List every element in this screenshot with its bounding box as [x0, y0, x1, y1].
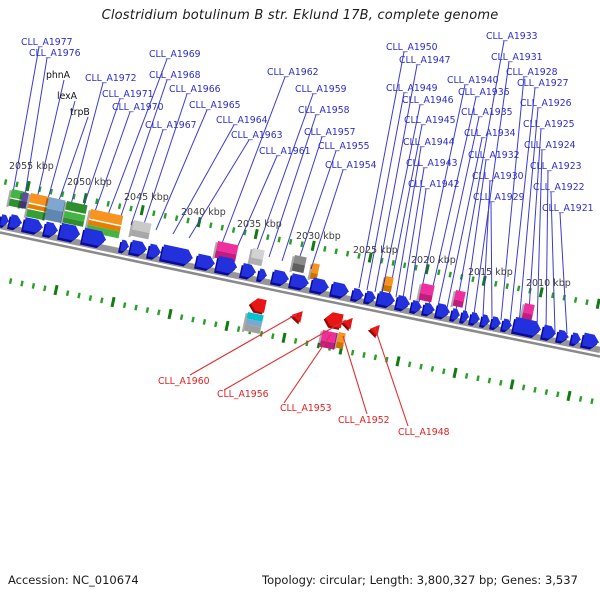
scale-tick	[118, 203, 121, 209]
scale-tick	[533, 387, 536, 393]
scale-label: 2045 kbp	[124, 192, 169, 203]
scale-tick	[163, 213, 166, 219]
scale-tick	[289, 239, 292, 245]
scale-tick	[111, 297, 116, 307]
gene-label: CLL_A1962	[267, 67, 319, 78]
gene-label: CLL_A1965	[189, 100, 241, 111]
gene-tL	[289, 309, 303, 325]
scale-label: 2050 kbp	[67, 177, 112, 188]
gene-label: CLL_A1955	[318, 141, 370, 152]
scale-tick	[448, 272, 451, 278]
gene-label: CLL_A1971	[102, 89, 154, 100]
scale-tick	[271, 333, 274, 339]
scale-tick	[100, 297, 103, 303]
scale-label: 2055 kbp	[9, 161, 54, 172]
scale-label: 2030 kbp	[296, 231, 341, 242]
gene-label: CLL_A1936	[458, 87, 510, 98]
leader-line-red	[343, 336, 367, 414]
leader-line-red	[375, 328, 408, 426]
gene-label-red: CLL_A1956	[217, 389, 269, 400]
scale-tick	[146, 307, 149, 313]
scale-tick	[437, 269, 440, 275]
gene-label: CLL_A1925	[523, 119, 575, 130]
gene-body	[249, 297, 266, 313]
scale-tick	[499, 380, 502, 386]
scale-tick	[157, 309, 160, 315]
gene-label: CLL_A1934	[464, 128, 516, 139]
gene-label: CLL_A1944	[403, 137, 455, 148]
scale-tick	[214, 321, 217, 327]
gene-label: lexA	[57, 91, 78, 102]
gene-label: CLL_A1958	[298, 105, 350, 116]
gene-label: CLL_A1957	[304, 127, 356, 138]
scale-tick	[465, 373, 468, 379]
leader-line	[311, 170, 343, 269]
scale-tick	[180, 314, 183, 320]
scale-label: 2020 kbp	[411, 255, 456, 266]
scale-tick	[140, 205, 145, 215]
scale-tick	[277, 237, 280, 243]
figure-title: Clostridium botulinum B str. Eklund 17B, complete genome	[101, 8, 499, 23]
scale-tick	[579, 396, 582, 402]
gene-label: CLL_A1942	[408, 179, 460, 190]
gene-stack	[242, 312, 264, 336]
scale-tick	[175, 215, 178, 221]
scale-tick	[282, 333, 287, 343]
scale-tick	[4, 179, 7, 185]
scale-tick	[517, 286, 520, 292]
scale-tick	[294, 338, 297, 344]
scale-tick	[43, 285, 46, 291]
backbone-lower-edge	[0, 233, 600, 357]
gene-label: CLL_A1943	[406, 158, 458, 169]
leader-line-red	[190, 314, 297, 375]
gene-label: CLL_A1969	[149, 49, 201, 60]
scale-tick	[590, 398, 593, 404]
scale-tick	[505, 283, 508, 289]
gene-label: CLL_A1954	[325, 160, 377, 171]
scale-tick	[123, 302, 126, 308]
scale-tick	[494, 281, 497, 287]
leader-line	[396, 147, 421, 297]
scale-tick	[545, 389, 548, 395]
gene-label-red: CLL_A1948	[398, 427, 450, 438]
scale-tick	[567, 391, 572, 401]
gene-label: CLL_A1927	[517, 78, 569, 89]
scale-tick	[334, 248, 337, 254]
gene-label: CLL_A1976	[29, 48, 81, 59]
gene-label: CLL_A1945	[404, 115, 456, 126]
gene-label-red: CLL_A1953	[280, 403, 332, 414]
scale-tick	[152, 210, 155, 216]
leader-line	[12, 47, 39, 198]
scale-label: 2010 kbp	[526, 278, 571, 289]
gene-block	[450, 290, 465, 310]
gene-label: CLL_A1926	[520, 98, 572, 109]
gene-label: CLL_A1977	[21, 37, 73, 48]
gene-label: CLL_A1970	[112, 102, 164, 113]
gene-label: CLL_A1950	[386, 42, 438, 53]
scale-tick	[346, 251, 349, 257]
scale-tick	[510, 379, 515, 389]
gene-label: CLL_A1959	[295, 84, 347, 95]
gene-label: CLL_A1921	[542, 203, 594, 214]
gene-aL	[247, 297, 266, 315]
gene-label-red: CLL_A1960	[158, 376, 210, 387]
scale-tick	[20, 281, 23, 287]
gene-label: CLL_A1967	[145, 120, 197, 131]
scale-tick	[522, 385, 525, 391]
scale-tick	[66, 290, 69, 296]
gene-label: CLL_A1932	[468, 150, 520, 161]
gene-label: CLL_A1966	[169, 84, 221, 95]
scale-tick	[134, 305, 137, 311]
genome-summary-text: Topology: circular; Length: 3,800,327 bp; Genes: 3,537	[262, 573, 578, 587]
scale-tick	[89, 295, 92, 301]
scale-tick	[54, 285, 59, 295]
scale-tick	[9, 278, 12, 284]
scale-tick	[374, 354, 377, 360]
gene-block	[128, 220, 151, 241]
leader-line	[367, 93, 404, 290]
scale-tick	[186, 218, 189, 224]
scale-label: 2025 kbp	[353, 245, 398, 256]
scale-tick	[254, 229, 259, 239]
scale-tick	[476, 375, 479, 381]
scale-tick	[32, 283, 35, 289]
scale-tick	[323, 246, 326, 252]
scale-tick	[442, 368, 445, 374]
scale-tick	[453, 368, 458, 378]
scale-tick	[15, 181, 18, 187]
gene-labels-red	[158, 376, 450, 438]
gene-label: phnA	[46, 70, 71, 81]
scale-tick	[362, 352, 365, 358]
scale-label: 2015 kbp	[468, 267, 513, 278]
scale-tick	[574, 297, 577, 303]
gene-label: CLL_A1933	[486, 31, 538, 42]
leader-line	[56, 117, 88, 209]
leader-line	[560, 213, 567, 334]
scale-tick	[403, 262, 406, 268]
leader-line	[465, 160, 486, 312]
scale-tick	[556, 391, 559, 397]
scale-tick	[232, 227, 235, 233]
scale-tick	[77, 293, 80, 299]
gene-block	[289, 255, 306, 275]
gene-label: CLL_A1947	[399, 55, 451, 66]
gene-label: CLL_A1928	[506, 67, 558, 78]
scale-label: 2035 kbp	[237, 219, 282, 230]
gene-label: CLL_A1972	[85, 73, 137, 84]
leader-line	[491, 202, 492, 318]
leader-line	[131, 130, 163, 225]
scale-tick	[396, 356, 401, 366]
scale-tick	[237, 326, 240, 332]
scale-tick	[106, 201, 109, 207]
scale-label: 2040 kbp	[181, 207, 226, 218]
scale-tick	[596, 299, 600, 309]
gene-block-stripe	[523, 303, 535, 314]
gene-label: CLL_A1935	[461, 107, 513, 118]
scale-tick	[225, 321, 230, 331]
scale-tick	[129, 206, 132, 212]
scale-tick	[488, 378, 491, 384]
accession-text: Accession: NC_010674	[8, 573, 139, 587]
gene-label: CLL_A1930	[472, 171, 524, 182]
gene-label: CLL_A1946	[402, 95, 454, 106]
scale-tick	[351, 350, 354, 356]
gene-label: CLL_A1931	[491, 52, 543, 63]
scale-tick	[266, 234, 269, 240]
scale-tick	[191, 317, 194, 323]
gene-label: CLL_A1924	[524, 140, 576, 151]
bottom-strand-genes	[242, 297, 380, 352]
leader-line	[69, 83, 103, 212]
gene-label-red: CLL_A1952	[338, 415, 390, 426]
scale-tick	[431, 366, 434, 372]
gene-label: CLL_A1968	[149, 70, 201, 81]
leader-line	[546, 171, 548, 330]
scale-tick	[203, 319, 206, 325]
gene-label: trpB	[70, 107, 90, 118]
gene-label: CLL_A1922	[533, 182, 585, 193]
scale-tick	[419, 364, 422, 370]
gene-label: CLL_A1923	[530, 161, 582, 172]
scale-tick	[220, 225, 223, 231]
gene-label: CLL_A1961	[259, 146, 311, 157]
scale-tick	[311, 241, 316, 251]
gene-label: CLL_A1963	[231, 130, 283, 141]
gene-label: CLL_A1949	[386, 83, 438, 94]
gene-block-stripe	[454, 290, 466, 301]
scale-tick	[408, 361, 411, 367]
gene-label: CLL_A1940	[447, 75, 499, 86]
scale-tick	[585, 299, 588, 305]
gene-label: CLL_A1964	[216, 115, 268, 126]
leader-line	[24, 58, 47, 201]
scale-tick	[168, 309, 173, 319]
gene-label: CLL_A1929	[473, 192, 525, 203]
scale-tick	[209, 222, 212, 228]
gene-block	[381, 276, 394, 294]
